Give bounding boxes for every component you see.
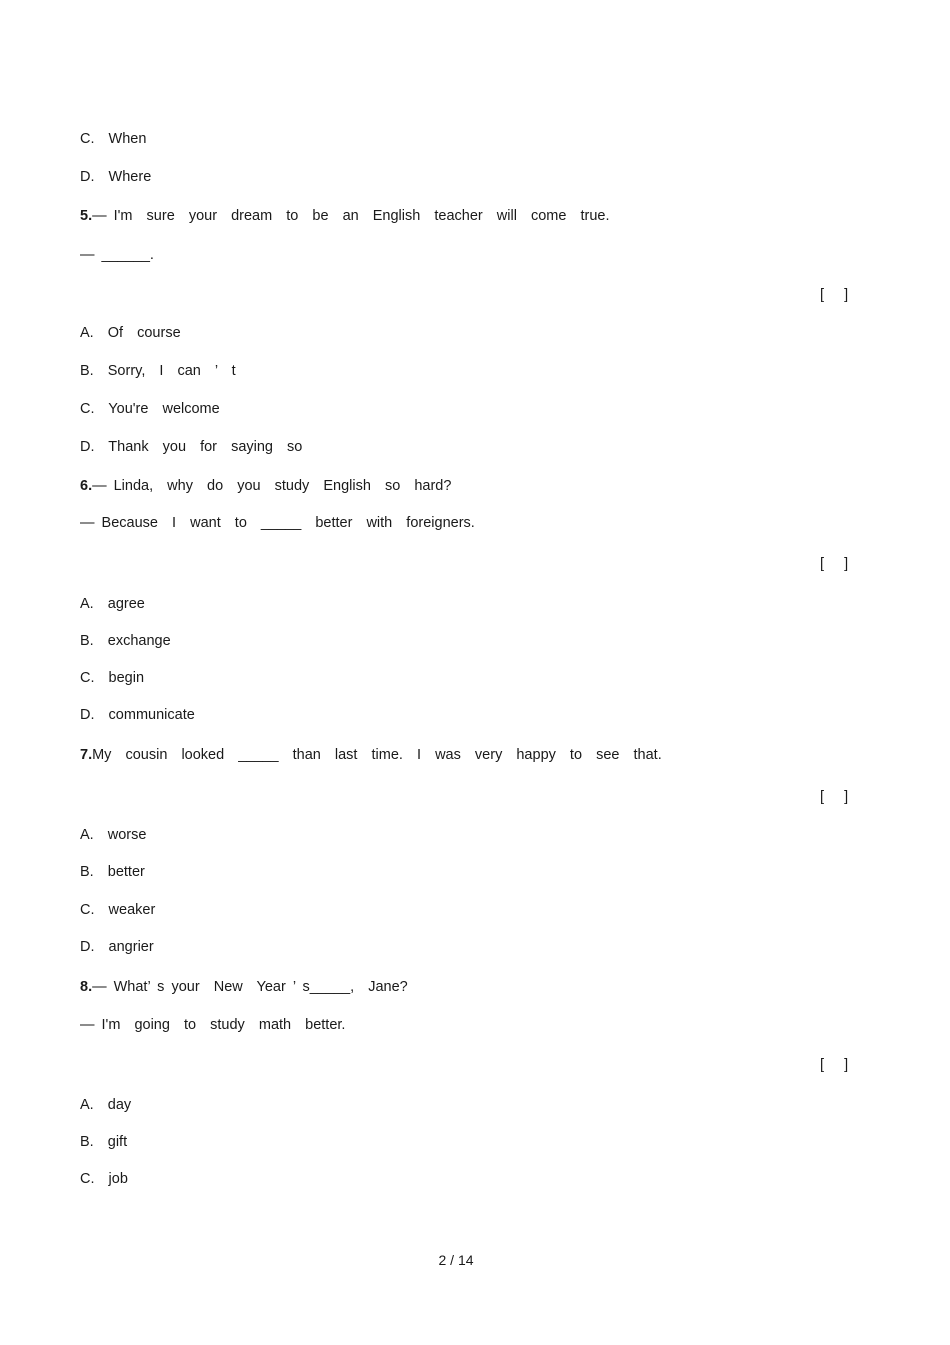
option-line: C. begin xyxy=(80,670,145,686)
question-stem xyxy=(80,746,662,764)
option-line: D. Thank you for saying so xyxy=(80,439,303,455)
question-reply: — ______. xyxy=(80,247,154,263)
question-number: 5. xyxy=(80,208,93,224)
question-stem xyxy=(80,477,451,495)
option-line: A. agree xyxy=(80,596,145,612)
option-line: A. worse xyxy=(80,827,147,843)
option-line: D. Where xyxy=(80,169,152,185)
option-line: D. angrier xyxy=(80,939,154,955)
option-line: A. day xyxy=(80,1097,132,1113)
question-number: 6. xyxy=(80,478,93,494)
question-stem xyxy=(80,978,408,996)
answer-bracket: [ ] xyxy=(820,287,849,303)
question-text: — I'm sure your dream to be an English teacher will come true. xyxy=(92,208,610,224)
option-line: C. You're welcome xyxy=(80,401,220,417)
option-line: B. Sorry, I can ’ t xyxy=(80,363,236,379)
option-line: C. job xyxy=(80,1171,128,1187)
question-reply: — Because I want to _____ better with foreigners. xyxy=(80,515,475,531)
option-line: B. better xyxy=(80,864,145,880)
option-line: C. weaker xyxy=(80,902,156,918)
option-line: C. When xyxy=(80,131,147,147)
question-text: — Linda, why do you study English so hard? xyxy=(92,478,452,494)
option-line: A. Of course xyxy=(80,325,181,341)
answer-bracket: [ ] xyxy=(820,789,849,805)
question-number: 8. xyxy=(80,979,93,995)
option-line: D. communicate xyxy=(80,707,195,723)
question-text: My cousin looked _____ than last time. I was very happy to see that. xyxy=(92,747,662,763)
answer-bracket: [ ] xyxy=(820,1057,849,1073)
question-number: 7. xyxy=(80,747,93,763)
question-stem xyxy=(80,207,610,225)
question-text: — What’ s your New Year ’ s_____, Jane? xyxy=(92,979,408,995)
page-number: 2 / 14 xyxy=(438,1252,474,1268)
answer-bracket: [ ] xyxy=(820,556,849,572)
question-reply: — I'm going to study math better. xyxy=(80,1017,346,1033)
option-line: B. exchange xyxy=(80,633,171,649)
option-line: B. gift xyxy=(80,1134,128,1150)
